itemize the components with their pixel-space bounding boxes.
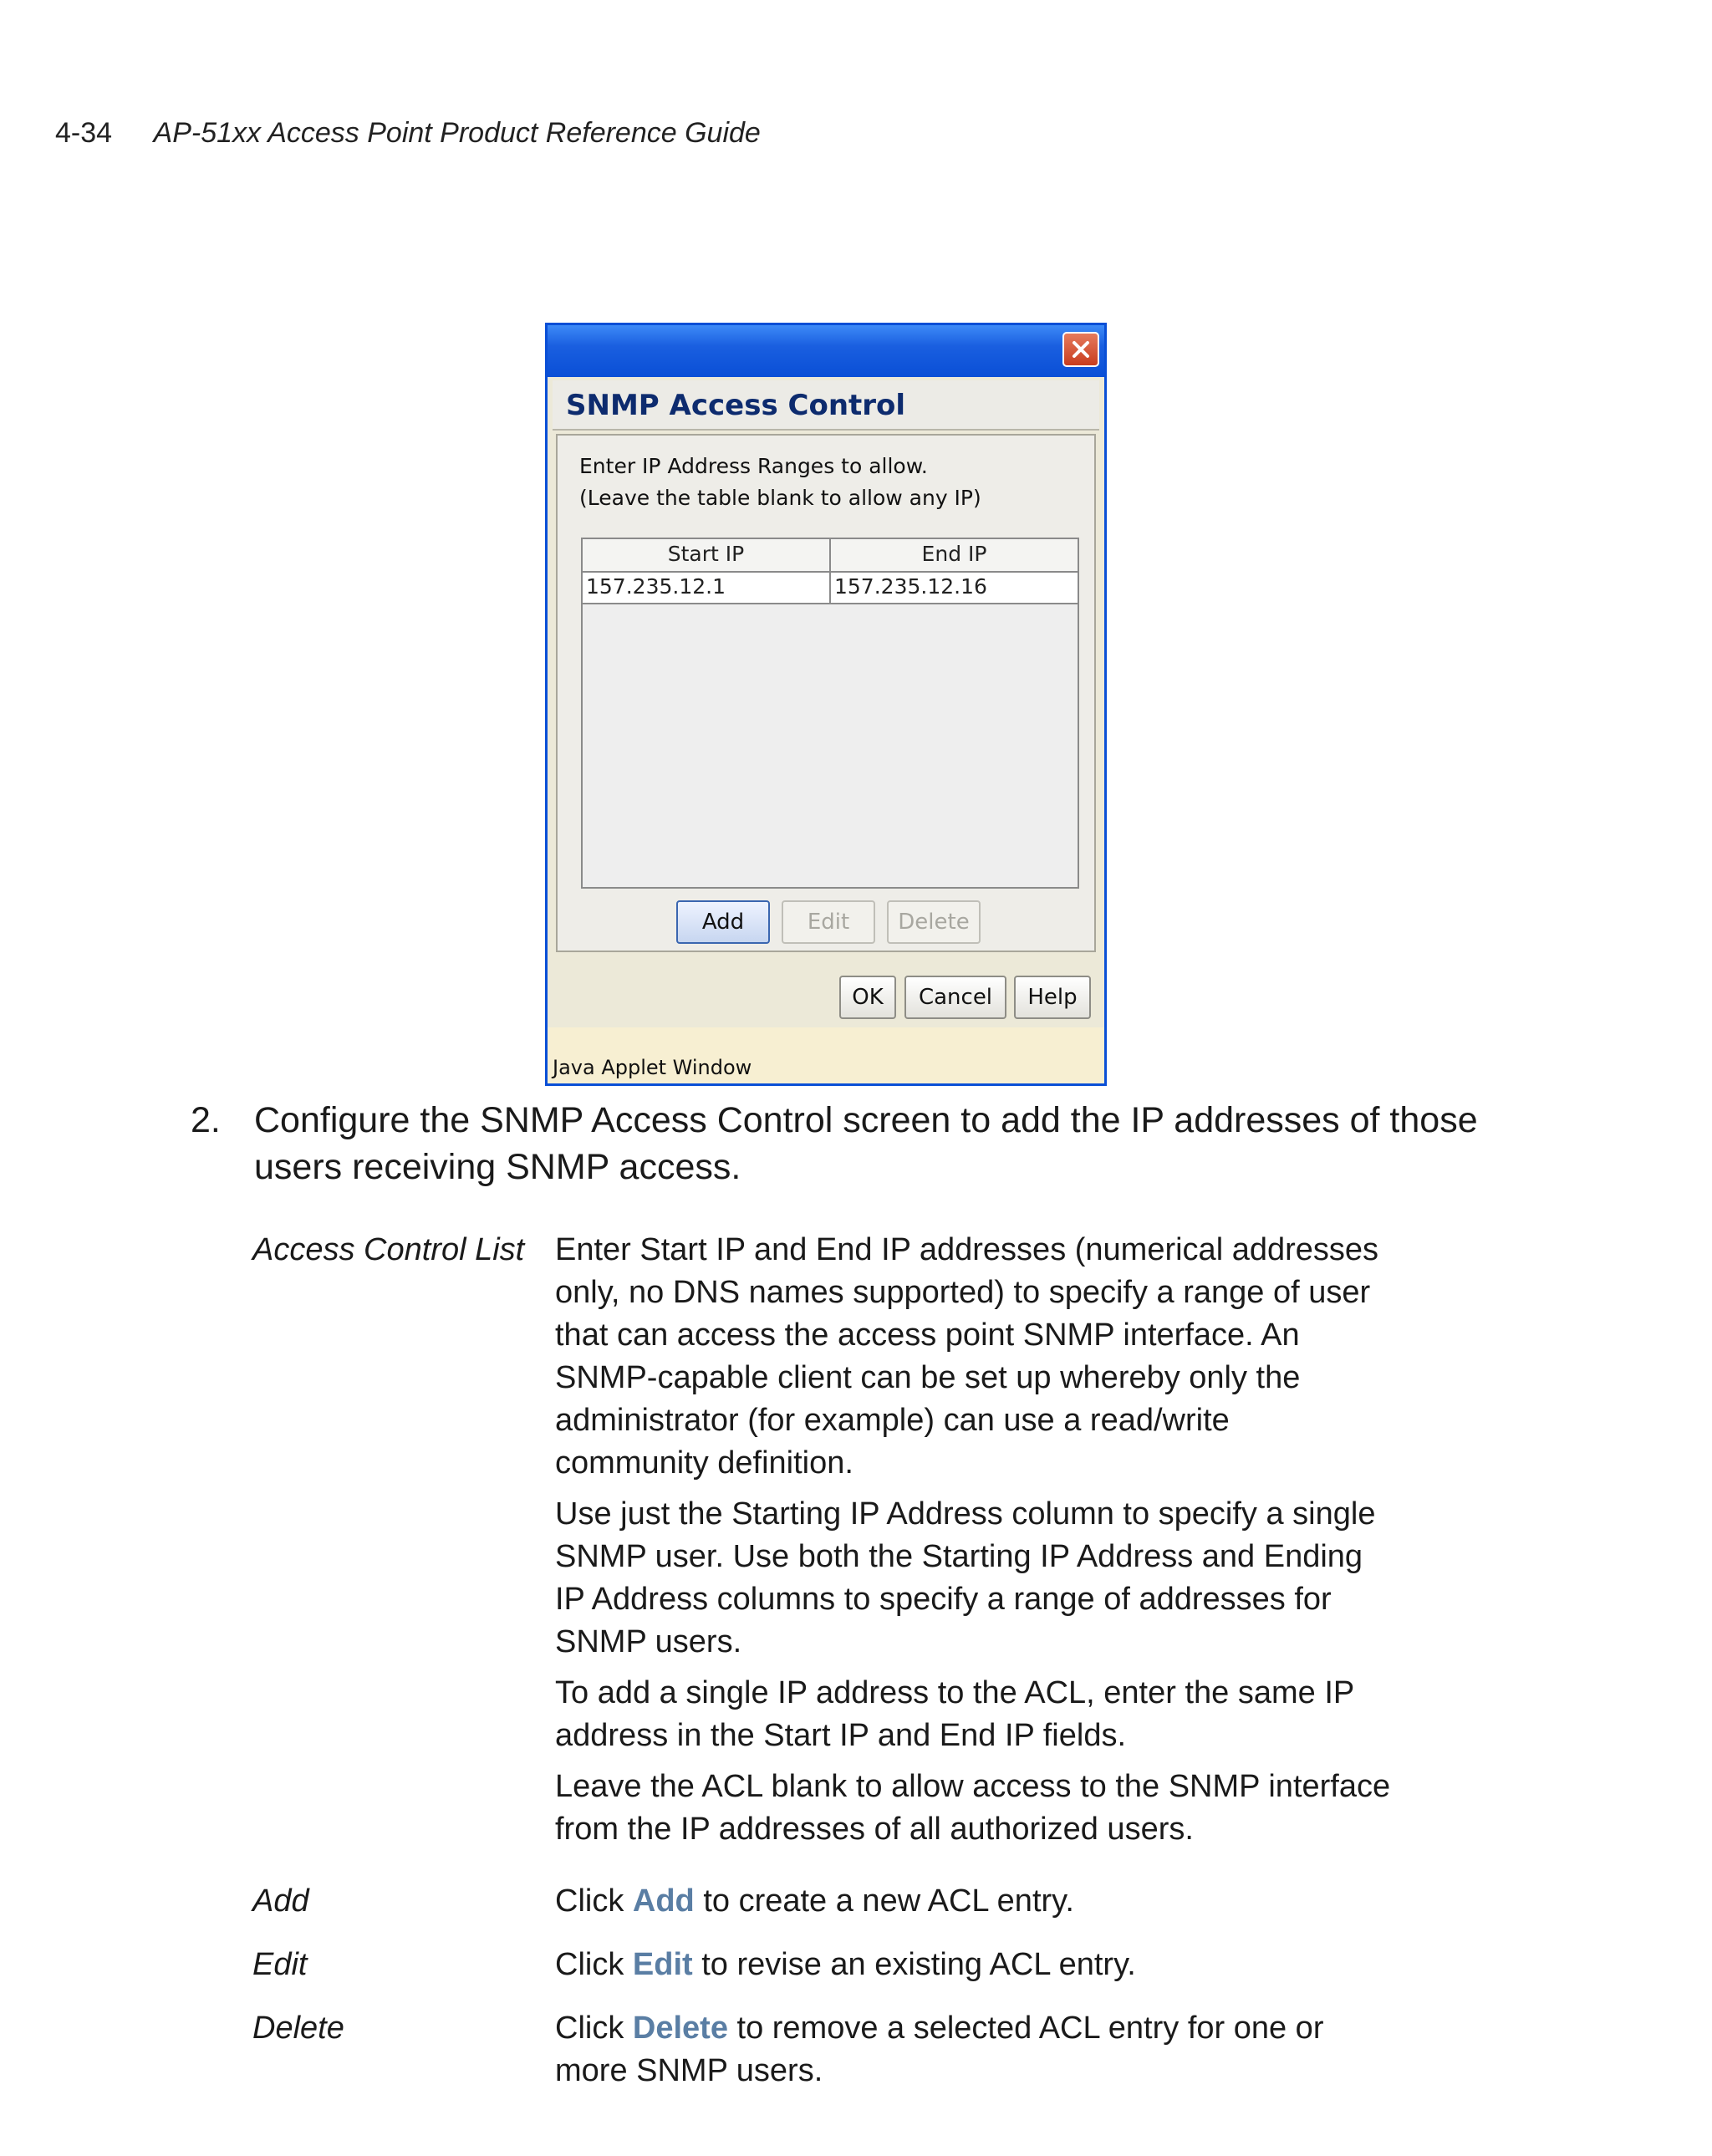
applet-status-bar [548,1027,1104,1086]
dialog-header [553,380,1099,431]
step-text: Configure the SNMP Access Control screen to add the IP addresses of those users receiving SNMP access. [254,1100,1478,1187]
definition-paragraph: Use just the Starting IP Address column to specify a single SNMP user. Use both the Starting IP Address and Ending IP Address columns to specify a range of addresses for SNMP users. [555,1496,1376,1659]
definition-description [555,2007,1391,2092]
help-button[interactable]: Help [1014,976,1091,1019]
definition-list [252,1229,1423,2113]
definition-prefix: Click [555,1883,633,1919]
definition-term: Access Control List [252,1232,525,1267]
end-ip-cell[interactable]: 157.235.12.16 [829,573,1078,603]
keyword-delete: Delete [632,2011,728,2046]
definition-description [555,1880,1391,1923]
step-instruction [191,1097,1562,1190]
column-header-start-ip[interactable]: Start IP [667,542,745,566]
table-row[interactable] [583,573,1078,604]
instruction-line: Enter IP Address Ranges to allow. [579,454,928,478]
page-header [55,117,761,150]
definition-term: Add [252,1883,309,1919]
definition-suffix: to revise an existing ACL entry. [692,1947,1136,1982]
ok-button[interactable]: OK [839,976,896,1019]
close-icon [1070,339,1092,360]
keyword-add: Add [632,1883,695,1919]
definition-paragraph: Leave the ACL blank to allow access to the SNMP interface from the IP addresses of all authorized users. [555,1769,1391,1847]
keyword-edit: Edit [632,1947,693,1982]
definition-term: Edit [252,1947,308,1982]
ip-range-table[interactable] [581,538,1079,889]
definition-description [555,1229,1391,1859]
document-title: AP-51xx Access Point Product Reference Guide [153,117,761,149]
instruction-line: (Leave the table blank to allow any IP) [579,486,981,510]
applet-window-label: Java Applet Window [553,1056,752,1079]
dialog-title: SNMP Access Control [566,389,906,422]
definition-paragraph: Enter Start IP and End IP addresses (numerical addresses only, no DNS names supported) to specify a range of user that can access the access point SNMP interface. An SNMP-capable client can be set up whereby only the administrator (for example) can use a read/write community definition. [555,1232,1379,1481]
definition-description [555,1944,1391,1986]
dialog-titlebar [548,325,1104,377]
column-header-end-ip[interactable]: End IP [829,539,1078,571]
edit-button[interactable]: Edit [782,900,875,944]
cancel-button[interactable]: Cancel [904,976,1006,1019]
dialog-body [556,434,1096,952]
delete-button[interactable]: Delete [887,900,981,944]
definition-row [252,2007,1423,2092]
page-number: 4-34 [55,117,113,149]
definition-row [252,1944,1423,1986]
snmp-access-control-dialog [545,323,1107,1086]
definition-prefix: Click [555,2011,633,2046]
definition-term: Delete [252,2011,344,2046]
table-header [583,539,1078,573]
definition-row [252,1880,1423,1923]
definition-suffix: to remove a selected ACL entry for one or more SNMP users. [555,2011,1324,2088]
definition-paragraph: To add a single IP address to the ACL, enter the same IP address in the Start IP and End IP fields. [555,1675,1354,1753]
definition-row [252,1229,1423,1859]
definition-suffix: to create a new ACL entry. [694,1883,1074,1919]
close-button[interactable] [1062,332,1099,367]
step-number: 2. [191,1100,221,1140]
start-ip-cell[interactable]: 157.235.12.1 [586,574,726,599]
add-button[interactable]: Add [676,900,770,944]
definition-prefix: Click [555,1947,633,1982]
